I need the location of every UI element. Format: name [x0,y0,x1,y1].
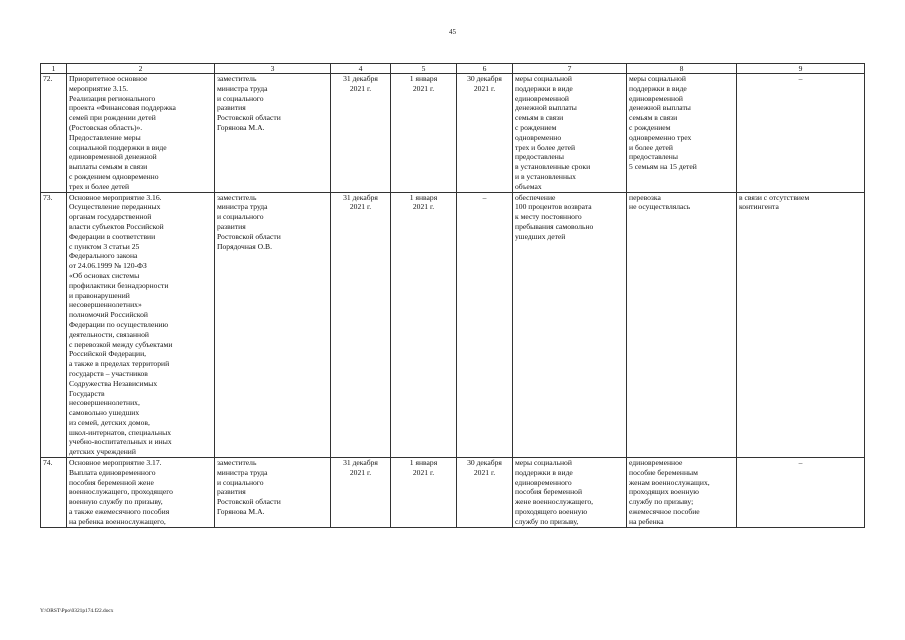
actual-result: меры социальной поддержки в виде единовременной денежной выплаты семьям в связи с рождением одновременно трех и более детей предоставлены 5 семьям на 15 детей [627,74,737,193]
table-row [41,192,865,458]
reason: – [737,74,865,193]
executor: заместитель министра труда и социального развития Ростовской области Порядочная О.В. [215,192,331,458]
row-number: 73. [41,192,67,458]
row-number: 74. [41,458,67,528]
measure-name: Основное мероприятие 3.16. Осуществление переданных органам государственной власти субъектов Российской Федерации в соответствии с пунктом 3 статьи 25 Федерального закона от 24.06.1999 № 120-ФЗ «Об основах системы профилактики безнадзорности и правонарушений несовершеннолетних» полномочий Российской Федерации по осуществлению деятельности, связанной с перевозкой между субъектами Российской Федерации, а также в пределах территорий государств – участников Содружества Независимых Государств несовершеннолетних, самовольно ушедших из семей, детских домов, школ-интернатов, специальных учебно-воспитательных и иных детских учреждений [67,192,215,458]
column-header: 9 [737,64,865,74]
column-header: 8 [627,64,737,74]
start-date: 1 января 2021 г. [391,74,457,193]
column-header: 3 [215,64,331,74]
end-date: 30 декабря 2021 г. [457,74,513,193]
column-header: 7 [513,64,627,74]
column-header: 6 [457,64,513,74]
column-header: 5 [391,64,457,74]
end-date: 30 декабря 2021 г. [457,458,513,528]
row-number: 72. [41,74,67,193]
measure-name: Приоритетное основное мероприятие 3.15. Реализация регионального проекта «Финансовая поддержка семей при рождении детей (Ростовская область)». Предоставление меры социальной поддержки в виде единовременной денежной выплаты семьям в связи с рождением одновременно трех и более детей [67,74,215,193]
executor: заместитель министра труда и социального развития Ростовской области Горянова М.А. [215,458,331,528]
actual-result: единовременное пособие беременным женам военнослужащих, проходящих военную службу по призыву; ежемесячное пособие на ребенка [627,458,737,528]
executor: заместитель министра труда и социального развития Ростовской области Горянова М.А. [215,74,331,193]
planned-date: 31 декабря 2021 г. [331,74,391,193]
reason: – [737,458,865,528]
expected-result: меры социальной поддержки в виде единовременного пособия беременной жене военнослужащего, проходящего военную службу по призыву, [513,458,627,528]
column-header: 2 [67,64,215,74]
file-path-footer: Y:\ORST\Ppo\0321p174.f22.docx [40,608,114,614]
page-number: 45 [449,28,456,36]
column-header: 4 [331,64,391,74]
start-date: 1 января 2021 г. [391,458,457,528]
measure-name: Основное мероприятие 3.17. Выплата единовременного пособия беременной жене военнослужащего, проходящего военную службу по призыву, а также ежемесячного пособия на ребенка военнослужащего, [67,458,215,528]
planned-date: 31 декабря 2021 г. [331,458,391,528]
table-header-row [41,64,865,74]
measures-table [40,63,865,528]
column-header: 1 [41,64,67,74]
end-date: – [457,192,513,458]
actual-result: перевозка не осуществлялась [627,192,737,458]
table-row [41,74,865,193]
table-row [41,458,865,528]
start-date: 1 января 2021 г. [391,192,457,458]
planned-date: 31 декабря 2021 г. [331,192,391,458]
expected-result: обеспечение 100 процентов возврата к месту постоянного пребывания самовольно ушедших детей [513,192,627,458]
expected-result: меры социальной поддержки в виде единовременной денежной выплаты семьям в связи с рождением одновременно трех и более детей предоставлены в установленные сроки и в установленных объемах [513,74,627,193]
reason: в связи с отсутствием контингента [737,192,865,458]
